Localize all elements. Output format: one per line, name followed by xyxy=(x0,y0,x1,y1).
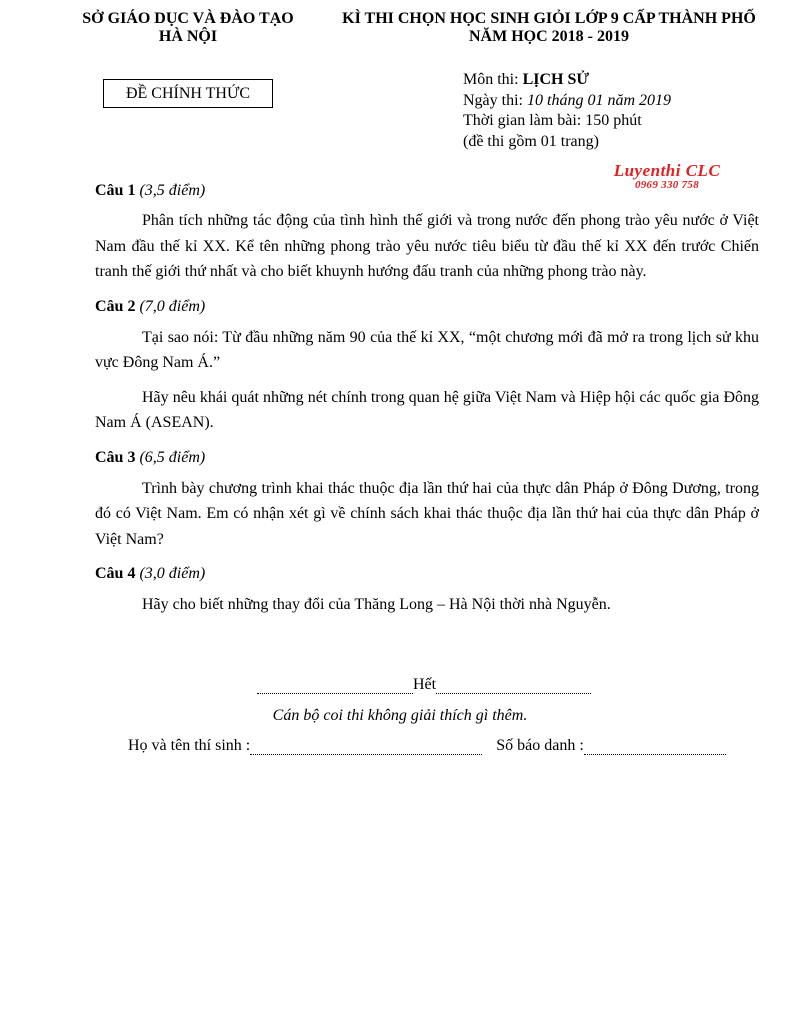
question-paragraph: Trình bày chương trình khai thác thuộc địa lần thứ hai của thực dân Pháp ở Đông Dương, trong đó có Việt Nam. Em có nhận xét gì về chính sách khai thác thuộc địa lần thứ hai của thực dân Pháp ở Việt Nam? xyxy=(95,479,759,548)
pages-row: (đề thi gồm 01 trang) xyxy=(463,132,599,150)
question-paragraph: Tại sao nói: Từ đầu những năm 90 của thế kỉ XX, “một chương mới đã mở ra trong lịch sử khu vực Đông Nam Á.” xyxy=(95,328,759,371)
candidate-id-blank xyxy=(584,741,726,755)
question-title xyxy=(95,181,759,200)
question-title xyxy=(95,448,759,467)
candidate-name-label: Họ và tên thí sinh : xyxy=(128,737,251,754)
question-number: Câu 1 xyxy=(95,182,136,199)
official-exam-badge: ĐỀ CHÍNH THỨC xyxy=(103,79,273,108)
subject-row xyxy=(463,70,671,91)
exam-header xyxy=(326,10,772,46)
question-title xyxy=(95,297,759,316)
question-paragraph: Phân tích những tác động của tình hình thế giới và trong nước đến phong trào yêu nước ở Việt Nam đầu thế kỉ XX. Kể tên những phong trào yêu nước tiêu biểu từ đầu thế kỉ XX đến trước Chiến tranh thế giới thứ nhất và cho biết khuynh hướng đấu tranh của những phong trào này. xyxy=(95,212,759,280)
date-value: 10 tháng 01 năm 2019 xyxy=(527,91,671,109)
question-paragraph: Hãy nêu khái quát những nét chính trong quan hệ giữa Việt Nam và Hiệp hội các quốc gia Đông Nam Á (ASEAN). xyxy=(95,388,759,431)
question-points: (3,0 điểm) xyxy=(139,565,206,582)
proctor-note: Cán bộ coi thi không giải thích gì thêm. xyxy=(272,707,528,724)
school-year: NĂM HỌC 2018 - 2019 xyxy=(469,28,629,45)
date-label: Ngày thi: xyxy=(463,91,527,109)
question-number: Câu 2 xyxy=(95,297,136,315)
date-row xyxy=(463,91,671,112)
end-text: Hết xyxy=(413,676,437,693)
dotted-leader-right xyxy=(436,680,591,694)
candidate-name-blank xyxy=(250,741,482,755)
time-row: Thời gian làm bài: 150 phút xyxy=(463,112,642,129)
watermark-brand: Luyenthi CLC xyxy=(613,161,721,180)
candidate-fields xyxy=(128,737,726,755)
question-3 xyxy=(95,448,759,553)
question-points: (3,5 điểm) xyxy=(139,182,206,199)
question-2 xyxy=(95,297,759,436)
exam-title: KÌ THI CHỌN HỌC SINH GIỎI LỚP 9 CẤP THÀNH PHỐ xyxy=(342,10,756,27)
question-number: Câu 3 xyxy=(95,448,136,466)
question-number: Câu 4 xyxy=(95,565,136,582)
question-4 xyxy=(95,564,759,618)
subject-label: Môn thi: xyxy=(463,71,523,88)
question-points: (7,0 điểm) xyxy=(139,297,206,315)
question-1 xyxy=(95,181,759,285)
exam-questions xyxy=(95,181,759,618)
exam-info xyxy=(463,70,671,152)
department-name: SỞ GIÁO DỤC VÀ ĐÀO TẠO xyxy=(82,10,294,27)
department-city: HÀ NỘI xyxy=(158,28,218,45)
question-title xyxy=(95,564,759,583)
question-paragraph: Hãy cho biết những thay đổi của Thăng Long – Hà Nội thời nhà Nguyễn. xyxy=(142,596,611,613)
department-header xyxy=(72,10,304,46)
end-marker xyxy=(257,676,597,694)
dotted-leader-left xyxy=(257,680,413,694)
subject-value: LỊCH SỬ xyxy=(522,71,590,88)
candidate-id-label: Số báo danh : xyxy=(496,737,584,754)
question-points: (6,5 điểm) xyxy=(139,448,206,466)
watermark-phone: 0969 330 758 xyxy=(634,179,700,191)
